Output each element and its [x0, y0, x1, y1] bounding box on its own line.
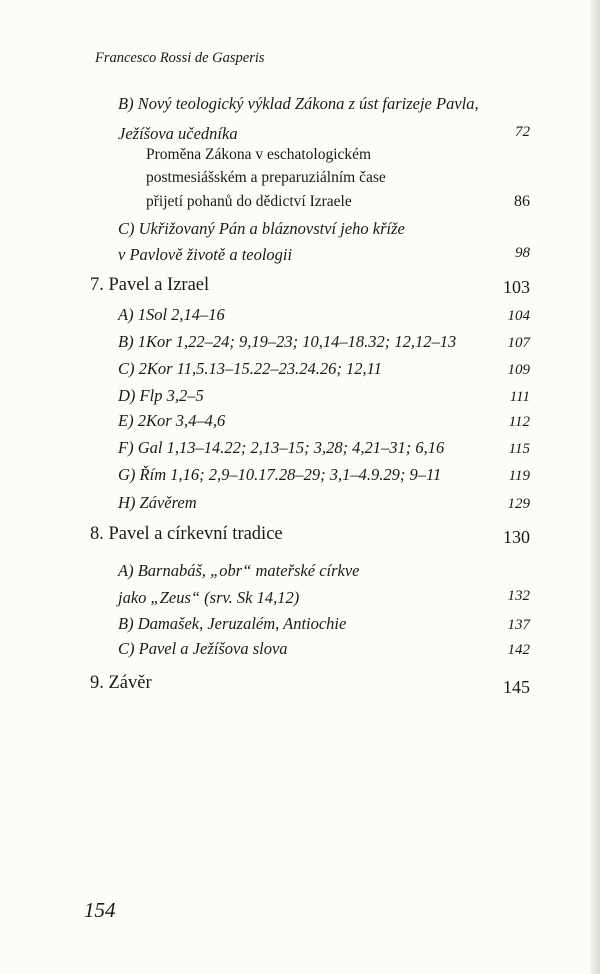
- toc-entry-title: D) Flp 3,2–5: [118, 386, 204, 405]
- toc-page-number: 129: [507, 496, 530, 512]
- toc-page-number: 103: [503, 277, 530, 297]
- toc-entry-title: C) Pavel a Ježíšova slova: [118, 639, 288, 658]
- toc-page-number: 115: [508, 441, 530, 457]
- toc-entry-title: A) Barnabáš, „obr“ mateřské církve: [118, 561, 360, 580]
- toc-entry-title: B) 1Kor 1,22–24; 9,19–23; 10,14–18.32; 12,12–13: [118, 332, 457, 351]
- toc-entry-title: F) Gal 1,13–14.22; 2,13–15; 3,28; 4,21–31; 6,16: [118, 438, 445, 457]
- toc-entry-title: G) Řím 1,16; 2,9–10.17.28–29; 3,1–4.9.29; 9–11: [118, 465, 442, 484]
- toc-entry-title: 7. Pavel a Izrael: [90, 275, 210, 295]
- toc-entry-title: 9. Závěr: [90, 673, 152, 693]
- toc-entry-title: postmesiášském a preparuziálním čase: [146, 169, 386, 186]
- toc-entry-title: 8. Pavel a církevní tradice: [90, 524, 283, 544]
- toc-entry-title: C) 2Kor 11,5.13–15.22–23.24.26; 12,11: [118, 359, 382, 378]
- toc-entry-title: A) 1Sol 2,14–16: [118, 305, 225, 324]
- toc-entry-title: B) Nový teologický výklad Zákona z úst farizeje Pavla,: [118, 94, 479, 113]
- toc-page-number: 145: [503, 677, 530, 697]
- toc-entry-title: Proměna Zákona v eschatologickém: [146, 146, 372, 163]
- toc-entry-title: přijetí pohanů do dědictví Izraele: [146, 193, 352, 210]
- toc-entry-title: C) Ukřižovaný Pán a bláznovství jeho kříže: [118, 219, 405, 238]
- toc-entry-title: Ježíšova učedníka: [118, 124, 238, 143]
- toc-entry-title: E) 2Kor 3,4–4,6: [118, 411, 226, 430]
- toc-page-number: 132: [507, 588, 530, 604]
- page-number: 154: [84, 898, 116, 922]
- toc-page-number: 104: [507, 308, 530, 324]
- toc-page-number: 119: [508, 468, 530, 484]
- toc-entry-title: v Pavlově životě a teologii: [118, 245, 293, 264]
- toc-page-number: 111: [509, 389, 530, 405]
- running-head: Francesco Rossi de Gasperis: [95, 50, 265, 66]
- toc-page-number: 112: [508, 414, 530, 430]
- toc-entry-title: jako „Zeus“ (srv. Sk 14,12): [118, 588, 300, 607]
- toc-page-number: 86: [514, 193, 530, 210]
- toc-entry-title: B) Damašek, Jeruzalém, Antiochie: [118, 614, 347, 633]
- toc-page-number: 72: [515, 124, 530, 140]
- toc-page-number: 109: [507, 362, 530, 378]
- toc-page-number: 130: [503, 527, 530, 547]
- toc-page-number: 142: [507, 642, 530, 658]
- toc-page-number: 98: [515, 245, 530, 261]
- toc-entry-title: H) Závěrem: [118, 493, 197, 512]
- toc-page-number: 137: [507, 617, 530, 633]
- toc-page-number: 107: [507, 335, 530, 351]
